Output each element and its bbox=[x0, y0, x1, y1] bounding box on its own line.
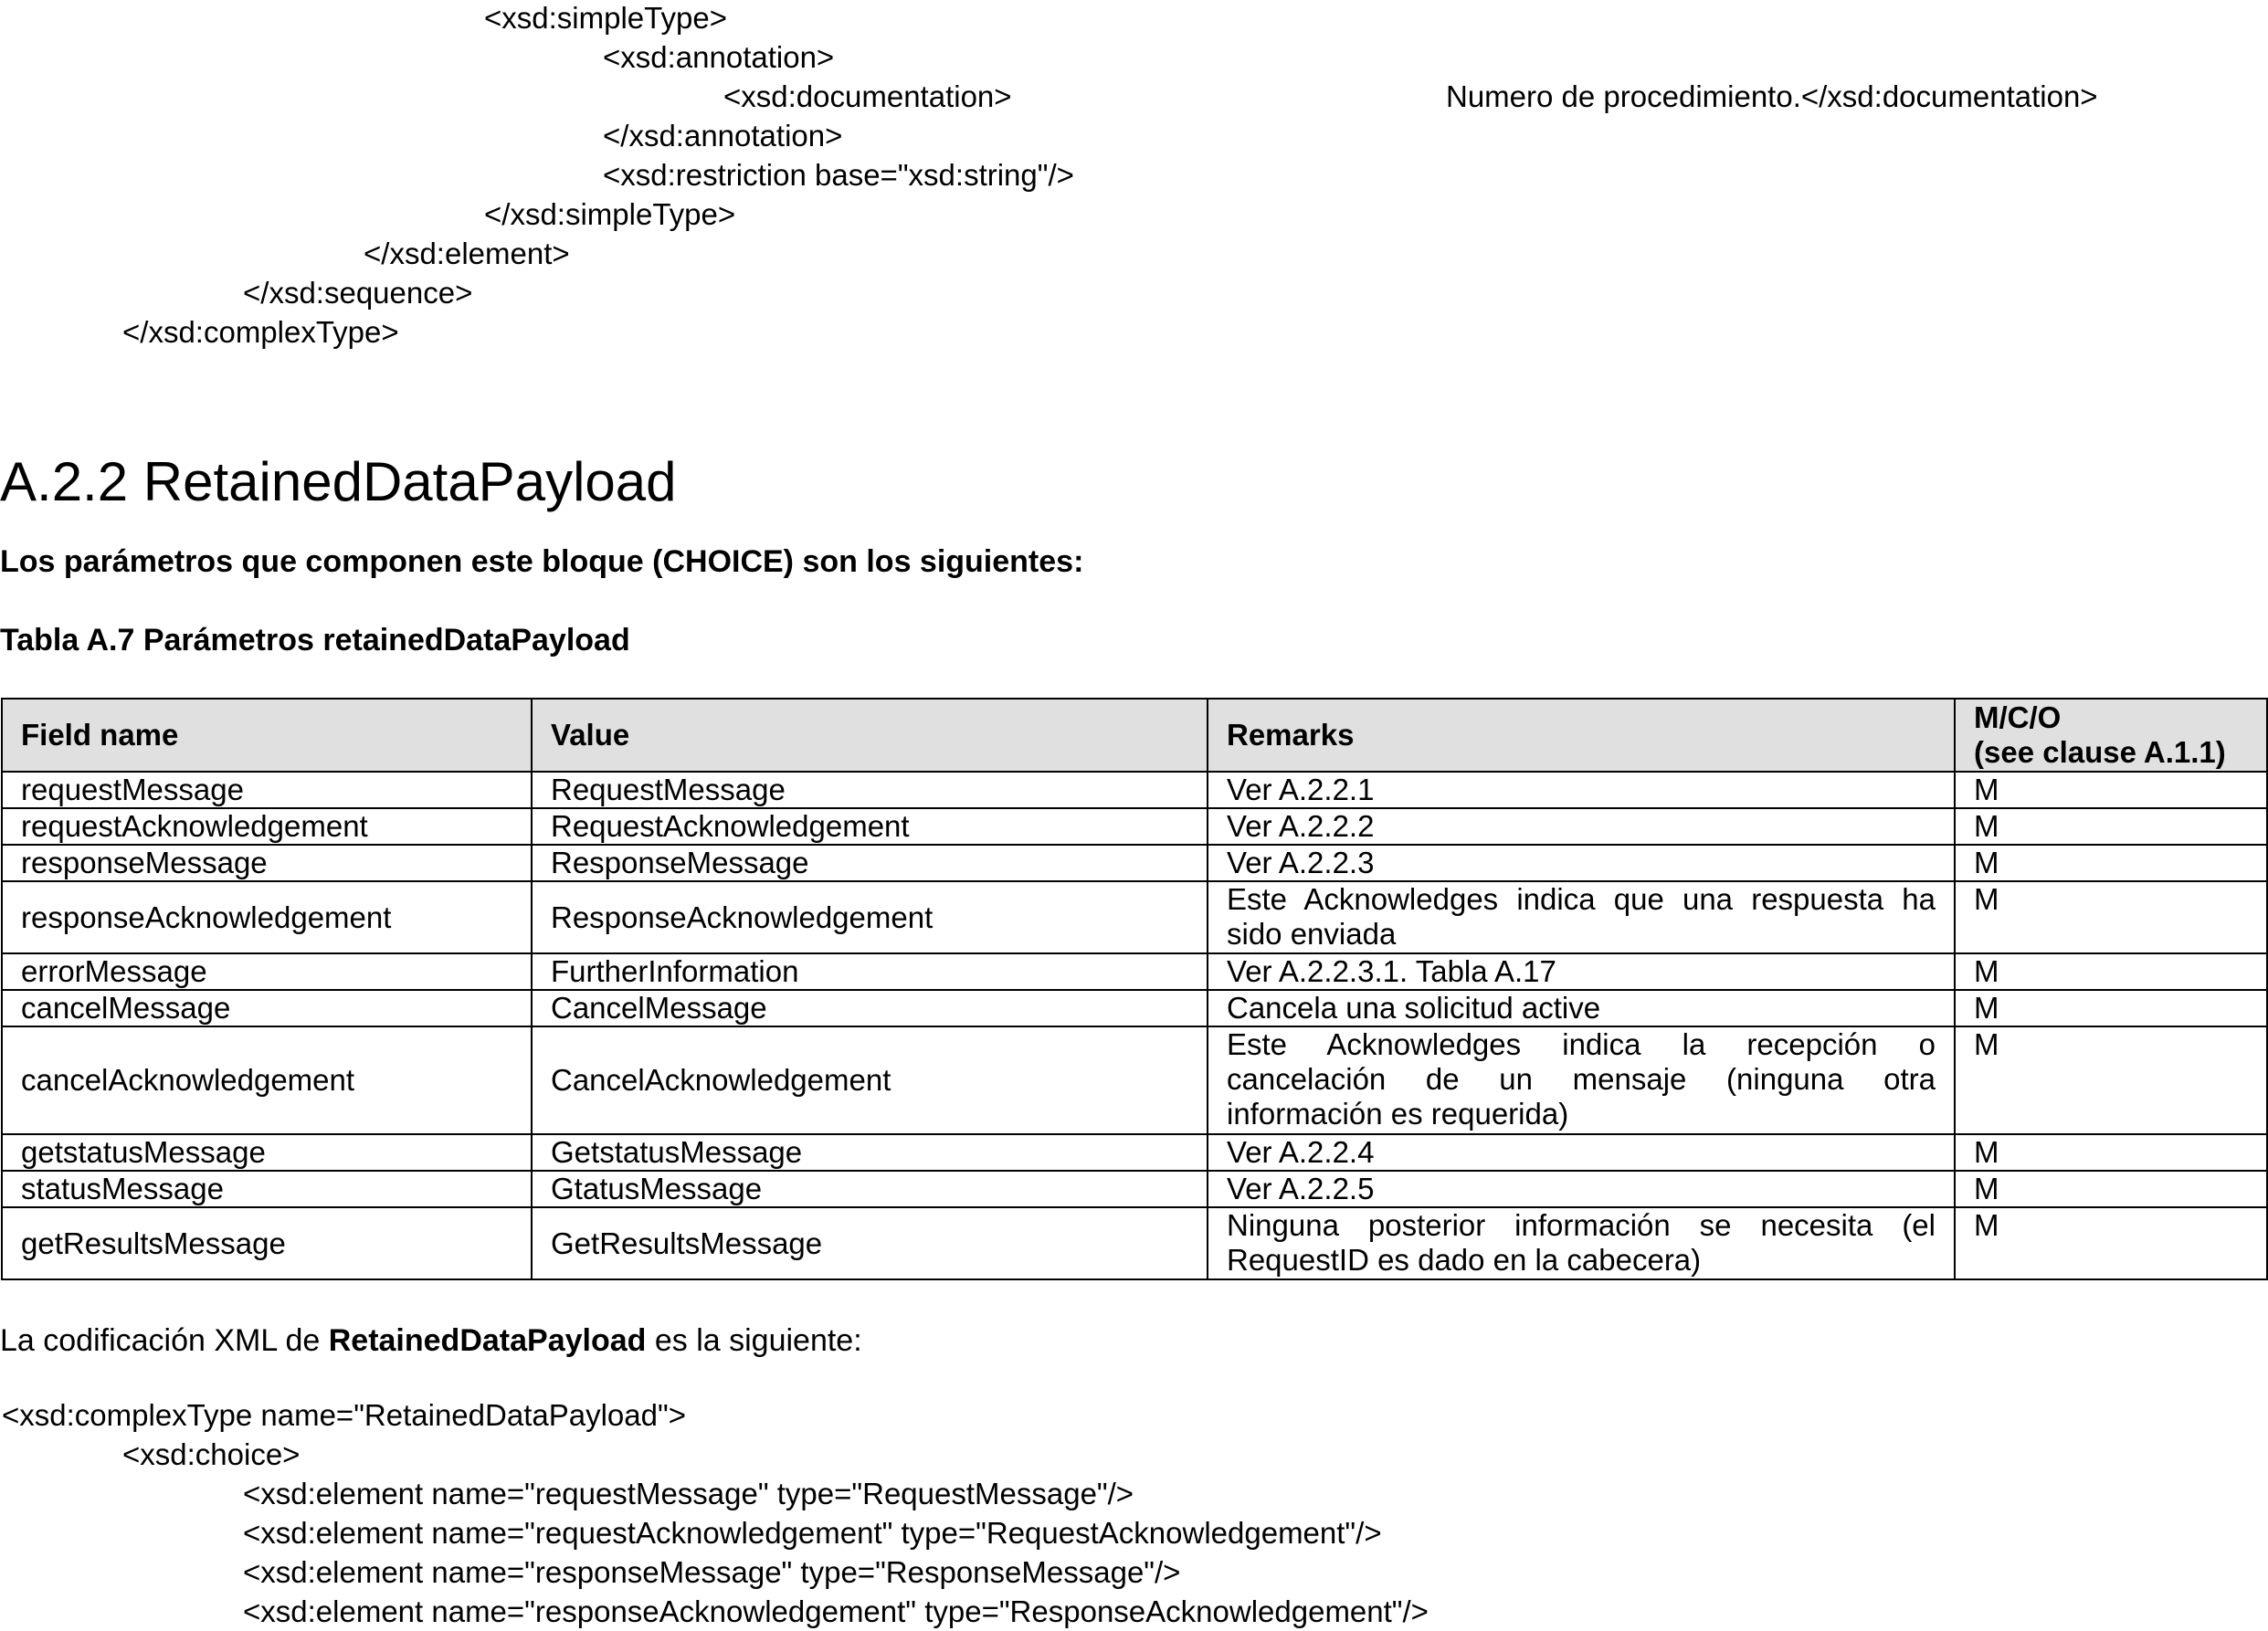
cell-field: responseMessage bbox=[2, 845, 532, 881]
cell-remarks: Ver A.2.2.4 bbox=[1208, 1134, 1955, 1171]
table-row bbox=[2, 808, 2267, 845]
table-caption: Tabla A.7 Parámetros retainedDataPayload bbox=[0, 623, 630, 658]
section-heading: A.2.2 RetainedDataPayload bbox=[0, 451, 677, 512]
code-line: <xsd:restriction base="xsd:string"/> bbox=[603, 158, 1074, 192]
xml-intro-bold: RetainedDataPayload bbox=[328, 1323, 647, 1358]
header-value: Value bbox=[532, 699, 1208, 772]
table-row bbox=[2, 845, 2267, 881]
cell-value: GetResultsMessage bbox=[532, 1207, 1208, 1279]
code-line: </xsd:simpleType> bbox=[484, 197, 736, 231]
cell-mco: M bbox=[1955, 1207, 2267, 1279]
cell-field: requestMessage bbox=[2, 772, 532, 808]
code-line: <xsd:simpleType> bbox=[484, 1, 727, 35]
cell-remarks: Ver A.2.2.1 bbox=[1208, 772, 1955, 808]
code-line: <xsd:documentation> bbox=[723, 79, 1012, 113]
cell-remarks: Ver A.2.2.3.1. Tabla A.17 bbox=[1208, 953, 1955, 990]
cell-field: getstatusMessage bbox=[2, 1134, 532, 1171]
cell-field: statusMessage bbox=[2, 1171, 532, 1207]
cell-field: requestAcknowledgement bbox=[2, 808, 532, 845]
cell-remarks: Ver A.2.2.2 bbox=[1208, 808, 1955, 845]
cell-value: RequestAcknowledgement bbox=[532, 808, 1208, 845]
cell-value: GetstatusMessage bbox=[532, 1134, 1208, 1171]
table-row bbox=[2, 953, 2267, 990]
code-line: </xsd:element> bbox=[364, 237, 570, 270]
parameters-table bbox=[1, 698, 2268, 1280]
header-mco bbox=[1955, 699, 2267, 772]
code-line: </xsd:annotation> bbox=[603, 119, 843, 153]
cell-mco: M bbox=[1955, 1026, 2267, 1134]
cell-remarks: Este Acknowledges indica la recepción o cancelación de un mensaje (ninguna otra información es requerida) bbox=[1208, 1026, 1955, 1134]
cell-value: CancelAcknowledgement bbox=[532, 1026, 1208, 1134]
cell-field: errorMessage bbox=[2, 953, 532, 990]
table-row bbox=[2, 1026, 2267, 1134]
header-remarks: Remarks bbox=[1208, 699, 1955, 772]
code-line: <xsd:choice> bbox=[122, 1437, 301, 1471]
cell-remarks: Cancela una solicitud active bbox=[1208, 990, 1955, 1026]
xml-intro-paragraph bbox=[0, 1322, 862, 1359]
cell-value: FurtherInformation bbox=[532, 953, 1208, 990]
cell-field: cancelAcknowledgement bbox=[2, 1026, 532, 1134]
code-line: <xsd:annotation> bbox=[603, 40, 835, 74]
cell-value: GtatusMessage bbox=[532, 1171, 1208, 1207]
table-row bbox=[2, 1207, 2267, 1279]
table-row bbox=[2, 990, 2267, 1026]
code-line: </xsd:sequence> bbox=[243, 276, 473, 310]
cell-mco: M bbox=[1955, 1134, 2267, 1171]
code-line: <xsd:element name="requestAcknowledgement" type="RequestAcknowledgement"/> bbox=[243, 1516, 1382, 1550]
cell-mco: M bbox=[1955, 772, 2267, 808]
cell-remarks: Ninguna posterior información se necesita (el RequestID es dado en la cabecera) bbox=[1208, 1207, 1955, 1279]
code-line: <xsd:complexType name="RetainedDataPayload"> bbox=[2, 1398, 686, 1432]
table-row bbox=[2, 772, 2267, 808]
table-row bbox=[2, 1171, 2267, 1207]
cell-value: CancelMessage bbox=[532, 990, 1208, 1026]
cell-mco: M bbox=[1955, 953, 2267, 990]
cell-value: ResponseMessage bbox=[532, 845, 1208, 881]
cell-field: responseAcknowledgement bbox=[2, 881, 532, 953]
header-mco-line1: M/C/O bbox=[1974, 700, 2062, 734]
cell-remarks: Este Acknowledges indica que una respuesta ha sido enviada bbox=[1208, 881, 1955, 953]
cell-value: RequestMessage bbox=[532, 772, 1208, 808]
table-row bbox=[2, 881, 2267, 953]
cell-remarks: Ver A.2.2.3 bbox=[1208, 845, 1955, 881]
cell-remarks: Ver A.2.2.5 bbox=[1208, 1171, 1955, 1207]
code-line: <xsd:element name="responseMessage" type="ResponseMessage"/> bbox=[243, 1555, 1181, 1589]
intro-text: Los parámetros que componen este bloque (CHOICE) son los siguientes: bbox=[0, 544, 1084, 579]
xml-intro-after: es la siguiente: bbox=[646, 1323, 862, 1358]
xml-intro-before: La codificación XML de bbox=[0, 1323, 329, 1358]
cell-field: cancelMessage bbox=[2, 990, 532, 1026]
documentation-text: Numero de procedimiento.</xsd:documentation> bbox=[1446, 79, 2098, 113]
cell-field: getResultsMessage bbox=[2, 1207, 532, 1279]
header-field-name: Field name bbox=[2, 699, 532, 772]
cell-mco: M bbox=[1955, 1171, 2267, 1207]
table-row bbox=[2, 1134, 2267, 1171]
cell-mco: M bbox=[1955, 808, 2267, 845]
header-mco-line2: (see clause A.1.1) bbox=[1974, 735, 2226, 769]
cell-value: ResponseAcknowledgement bbox=[532, 881, 1208, 953]
cell-mco: M bbox=[1955, 990, 2267, 1026]
code-line: <xsd:element name="requestMessage" type="RequestMessage"/> bbox=[243, 1477, 1134, 1510]
code-line: <xsd:element name="responseAcknowledgement" type="ResponseAcknowledgement"/> bbox=[243, 1594, 1429, 1628]
code-line: </xsd:complexType> bbox=[122, 315, 399, 349]
cell-mco: M bbox=[1955, 845, 2267, 881]
cell-mco: M bbox=[1955, 881, 2267, 953]
table-header-row bbox=[2, 699, 2267, 772]
